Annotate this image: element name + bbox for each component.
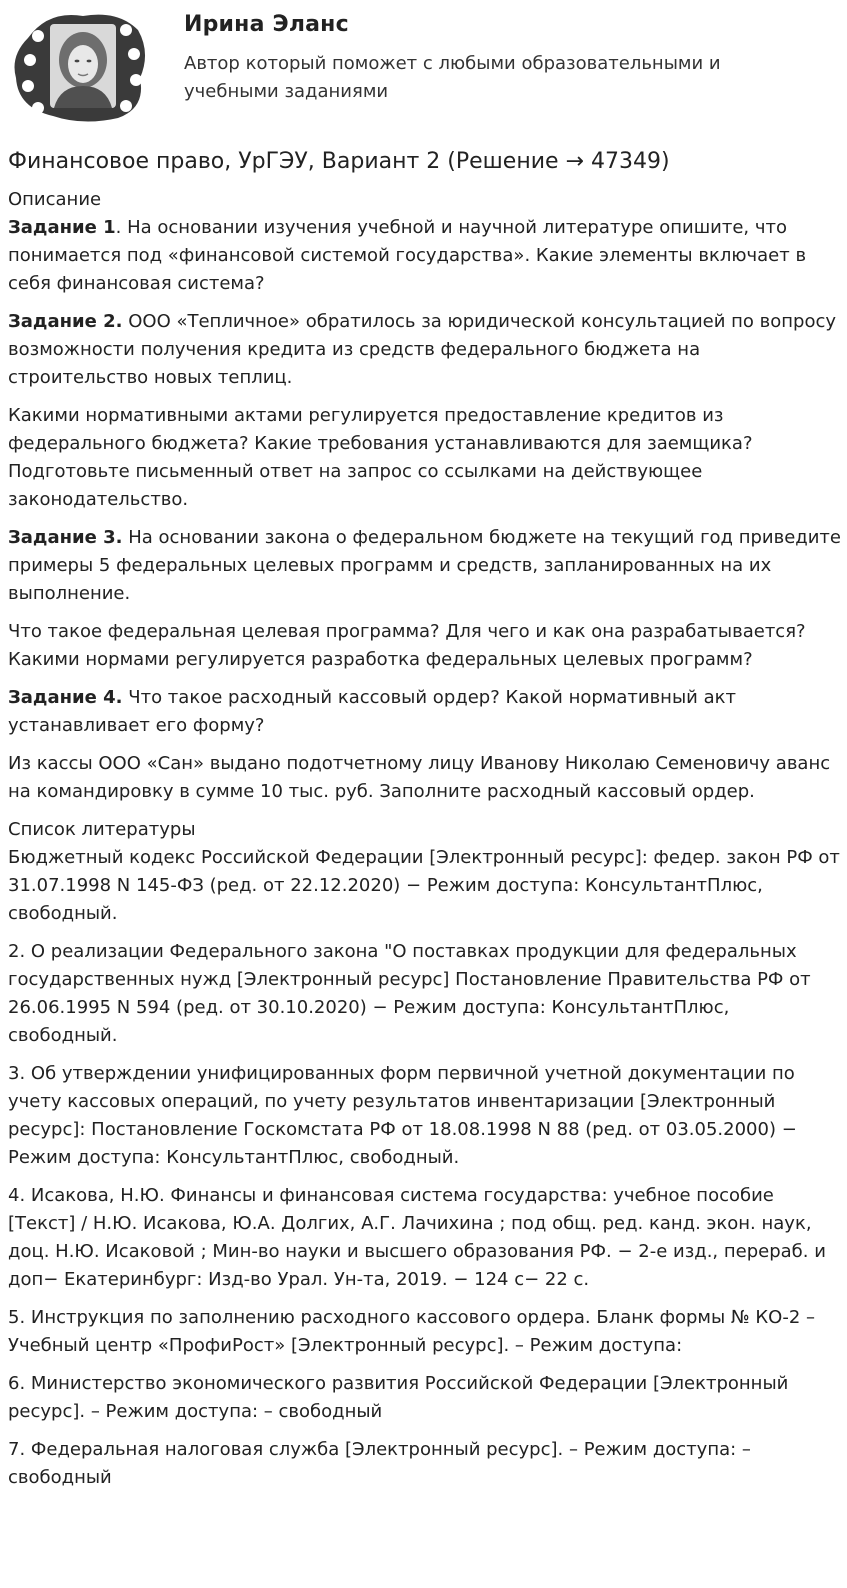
task-text: Из кассы ООО «Сан» выдано подотчетному лицу Иванову Николаю Семеновичу аванс на командировку в сумме 10 тыс. руб. Заполните расходный кассовый ордер. [8,753,831,802]
literature-item: 7. Федеральная налоговая служба [Электронный ресурс]. – Режим доступа: – свободный [8,1439,751,1488]
literature-item: 5. Инструкция по заполнению расходного кассового ордера. Бланк формы № КО-2 – Учебный центр «ПрофиРост» [Электронный ресурс]. – Режим доступа: [8,1307,815,1356]
literature-item: 4. Исакова, Н.Ю. Финансы и финансовая система государства: учебное пособие [Текст] / Н.Ю. Исакова, Ю.А. Долгих, А.Г. Лачихина ; под общ. ред. канд. экон. наук, доц. Н.Ю. Исаковой ; Мин-во науки и высшего образования РФ. − 2-е изд., перераб. и доп− Екатеринбург: Изд-во Урал. Ун-та, 2019. − 124 с− 22 с. [8,1185,826,1290]
author-description: Автор который поможет с любыми образовательными и учебными заданиями [184,53,721,102]
description-label: Описание [8,189,102,210]
task-label: Задание 3. [8,527,123,548]
task-text: Что такое федеральная целевая программа? Для чего и как она разрабатывается? Какими нормами регулируется разработка федеральных целевых программ? [8,621,806,670]
task-label: Задание 1 [8,217,116,238]
author-card [0,0,847,132]
task-paragraph [8,618,842,674]
task-label: Задание 2. [8,311,123,332]
task-text: Какими нормативными актами регулируется предоставление кредитов из федерального бюджета? Какие требования устанавливаются для заемщика? Подготовьте письменный ответ на запрос со ссылками на действующее законодательство. [8,405,753,510]
literature-item: Бюджетный кодекс Российской Федерации [Электронный ресурс]: федер. закон РФ от 31.07.1998 N 145-ФЗ (ред. от 22.12.2020) − Режим доступа: КонсультантПлюс, свободный. [8,847,840,924]
task-paragraph [8,402,842,514]
literature-item: 2. О реализации Федерального закона "О поставках продукции для федеральных государственных нужд [Электронный ресурс] Постановление Правительства РФ от 26.06.1995 N 594 (ред. от 30.10.2020) − Режим доступа: КонсультантПлюс, свободный. [8,941,811,1046]
author-avatar[interactable] [8,8,151,124]
literature-item: 6. Министерство экономического развития Российской Федерации [Электронный ресурс]. – Режим доступа: – свободный [8,1373,789,1422]
author-name[interactable]: Ирина Эланс [184,12,349,37]
task-text: Что такое расходный кассовый ордер? Какой нормативный акт устанавливает его форму? [8,687,736,736]
literature-item: 3. Об утверждении унифицированных форм первичной учетной документации по учету кассовых операций, по учету результатов инвентаризации [Электронный ресурс]: Постановление Госкомстата РФ от 18.08.1998 N 88 (ред. от 03.05.2000) − Режим доступа: КонсультантПлюс, свободный. [8,1063,797,1168]
task-text: . На основании изучения учебной и научной литературе опишите, что понимается под «финансовой системой государства». Какие элементы включает в себя финансовая система? [8,217,807,294]
work-content [8,146,842,1502]
task-paragraph [8,750,842,806]
task-paragraph [8,684,842,740]
task-text: На основании закона о федеральном бюджете на текущий год приведите примеры 5 федеральных целевых программ и средств, запланированных на их выполнение. [8,527,841,604]
task-paragraph [8,214,842,298]
task-paragraph [8,524,842,608]
task-paragraph [8,308,842,392]
task-text: ООО «Тепличное» обратилось за юридической консультацией по вопросу возможности получения кредита из средств федерального бюджета на строительство новых теплиц. [8,311,837,388]
page-title: Финансовое право, УрГЭУ, Вариант 2 (Решение → 47349) [8,149,670,174]
literature-label: Список литературы [8,819,196,840]
task-label: Задание 4. [8,687,123,708]
